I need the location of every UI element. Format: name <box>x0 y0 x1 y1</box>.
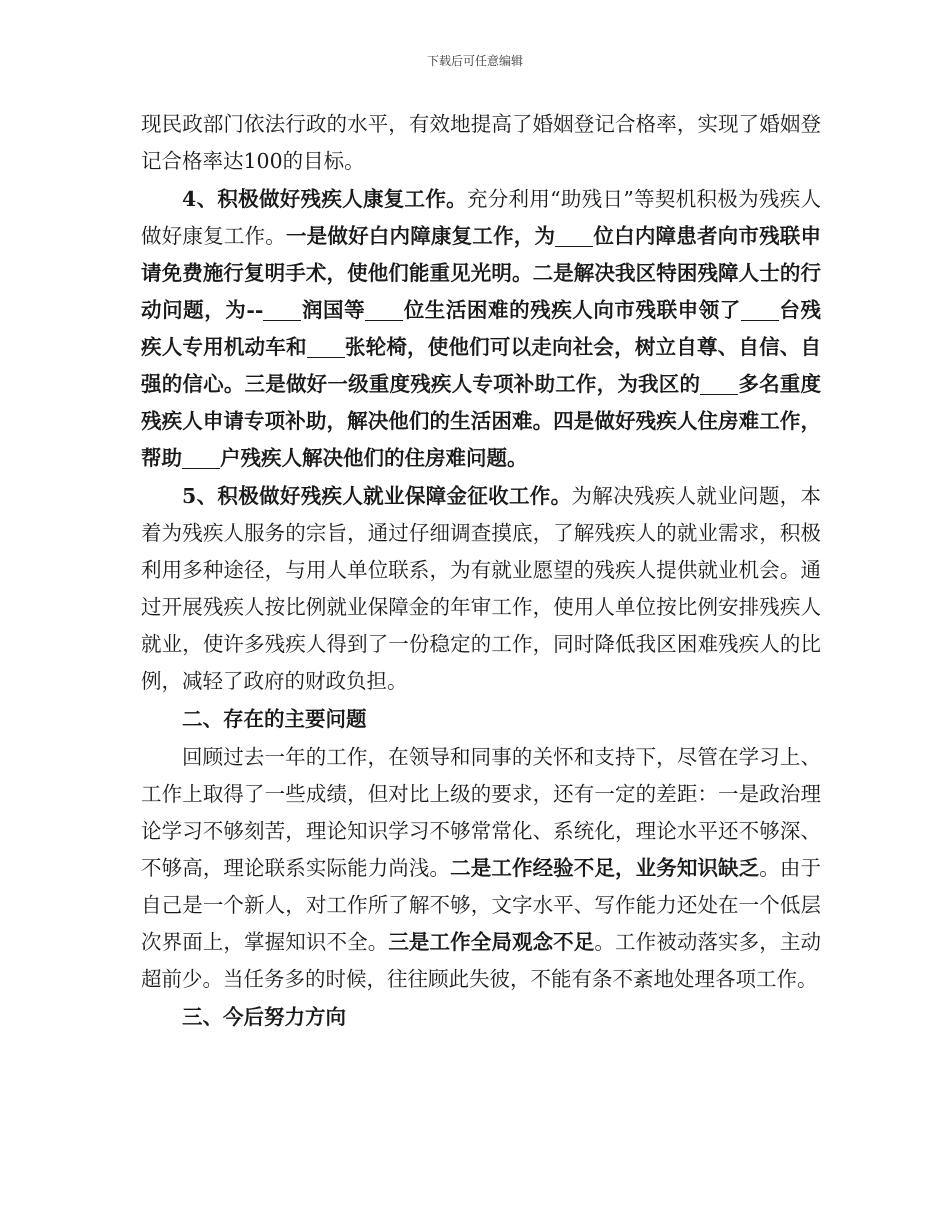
section-lead: 5、积极做好残疾人就业保障金征收工作。 <box>182 484 572 508</box>
blank-underline <box>263 300 301 322</box>
bold-text: 三是工作全局观念不足 <box>388 930 595 954</box>
blank-underline <box>307 337 345 359</box>
section-lead: 4、积极做好残疾人康复工作。 <box>182 187 467 211</box>
paragraph-text: 。由于自己是一个新人，对工作所了解不够，文字水平、写作能力还处在一个低层次界面上，掌握知识不全。 <box>141 856 821 954</box>
paragraph-continuation <box>141 106 821 180</box>
bold-text: 润国等 <box>301 298 366 322</box>
blank-underline <box>182 448 220 470</box>
paragraph-text: 现民政部门依法行政的水平，有效地提高了婚姻登记合格率，实现了婚姻登记合格率达100的目标。 <box>141 112 821 173</box>
paragraph-problems <box>141 739 821 998</box>
page-header: 下载后可任意编辑 <box>426 54 523 68</box>
document-body <box>141 106 821 1036</box>
paragraph-rehabilitation <box>141 181 821 477</box>
blank-underline <box>555 226 593 248</box>
bold-text: 台残疾人专用机动车和 <box>141 298 821 359</box>
bold-text: 二是工作经验不足，业务知识缺乏 <box>450 856 760 880</box>
paragraph-employment <box>141 478 821 700</box>
bold-text: 一是做好白内障康复工作，为 <box>285 224 556 248</box>
section-heading-direction: 三、今后努力方向 <box>182 1005 346 1029</box>
section-heading-problems: 二、存在的主要问题 <box>182 707 367 731</box>
bold-text: 张轮椅，使他们可以走向社会，树立自尊、自信、自强的信心。三是做好一级重度残疾人专项补助工作，为我区的 <box>141 335 822 396</box>
bold-text: 户残疾人解决他们的住房难问题。 <box>220 446 528 470</box>
bold-text: 位生活困难的残疾人向市残联申领了 <box>403 298 741 322</box>
blank-underline <box>365 300 403 322</box>
paragraph-text: 回顾过去一年的工作，在领导和同事的关怀和支持下，尽管在学习上、工作上取得了一些成绩，但对比上级的要求，还有一定的差距：一是政治理论学习不够刻苦，理论知识学习不够常常化、系统化，理论水平还不够深、不够高，理论联系实际能力尚浅。 <box>141 745 821 880</box>
paragraph-text: 充分利用“助残日”等契机积极为残疾人做好康复工作。 <box>141 187 821 248</box>
blank-underline <box>741 300 779 322</box>
bold-text: 多名重度残疾人申请专项补助，解决他们的生活困难。四是做好残疾人住房难工作，帮助 <box>141 372 822 470</box>
blank-underline <box>700 374 738 396</box>
paragraph-text: 为解决残疾人就业问题，本着为残疾人服务的宗旨，通过仔细调查摸底，了解残疾人的就业需求，积极利用多种途径，与用人单位联系，为有就业愿望的残疾人提供就业机会。通过开展残疾人按比例就业保障金的年审工作，使用人单位按比例安排残疾人就业，使许多残疾人得到了一份稳定的工作，同时降低我区困难残疾人的比例，减轻了政府的财政负担。 <box>141 484 822 693</box>
paragraph-text: 。工作被动落实多，主动超前少。当任务多的时候，往往顾此失彼，不能有条不紊地处理各项工作。 <box>141 930 821 991</box>
bold-text: 位白内障患者向市残联申请免费施行复明手术，使他们能重见光明。二是解决我区特困残障人士的行动问题，为-- <box>141 224 822 322</box>
